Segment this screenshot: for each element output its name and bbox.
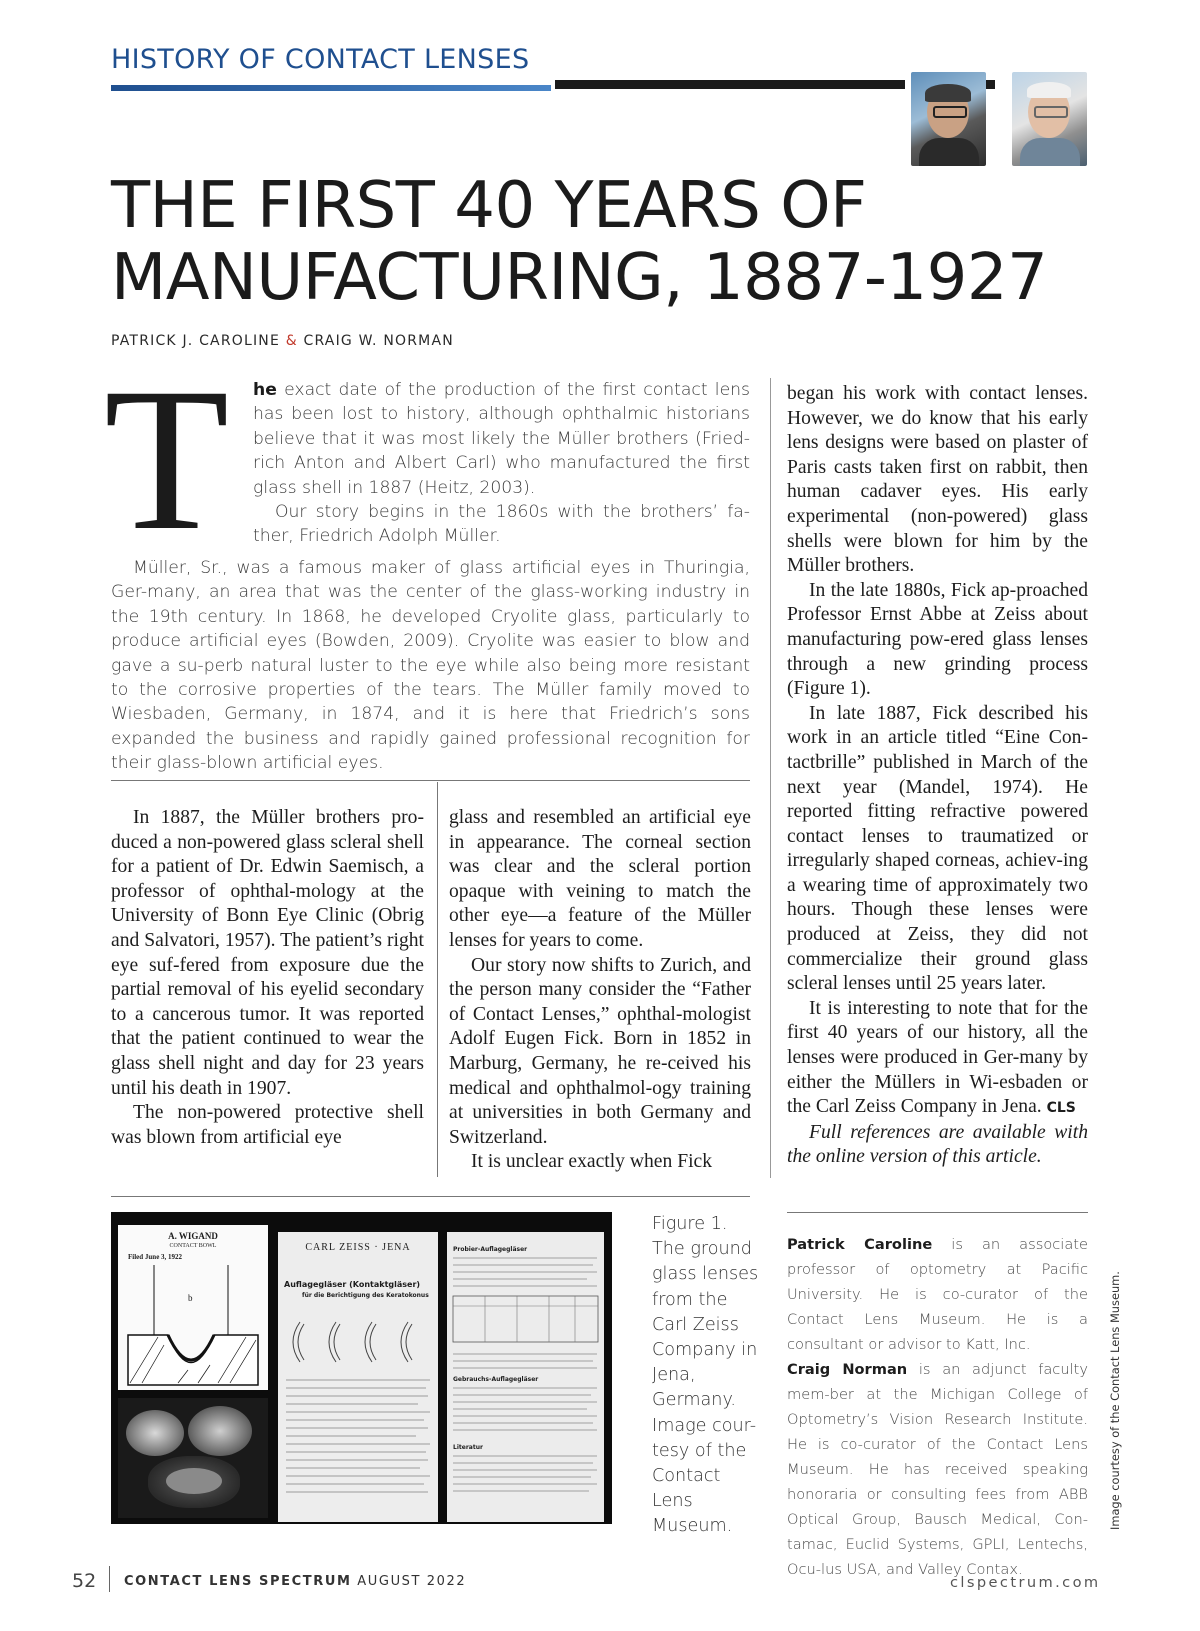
bio-name-caroline: Patrick Caroline bbox=[787, 1236, 933, 1253]
references-note: Full references are available with the online version of this article. bbox=[787, 1121, 1088, 1168]
col2-p2: Our story now shifts to Zurich, and the person many consider the “Father of Contact Lenses,” ophthal-mologist Adolf Eugen Fick. Born in 1852 in Marburg, Germany, he re-ceived his medical and ophthalmol-ogy training at universities in both Germany and Switzerland. bbox=[449, 954, 751, 1148]
bio-name-norman: Craig Norman bbox=[787, 1361, 908, 1378]
patent-subtitle: CONTACT BOWL bbox=[169, 1243, 217, 1249]
magazine-title: CONTACT LENS SPECTRUM bbox=[124, 1574, 352, 1589]
catalog-page-1 bbox=[278, 1232, 438, 1522]
catalog-table bbox=[447, 1232, 604, 1522]
col3-p4 bbox=[787, 997, 1088, 1121]
figure-caption: Figure 1. The ground glass lenses from the Carl Zeiss Company in Jena, Germany. Image cour-tesy of the Contact Lens Museum. bbox=[652, 1214, 759, 1537]
body-column-2 bbox=[449, 806, 751, 1175]
intro-paragraph bbox=[253, 378, 750, 549]
bio-text-norman: is an adjunct faculty mem-ber at the Michigan College of Optometry’s Vision Research Institute. He is co-curator of the Contact Lens Museum. He has received speaking honoraria or consulting fees from ABB Optical Group, Bausch Medical, Con-tamac, Euclid Systems, GPLI, Lentechs, Ocu-lus USA, and Valley Contax. bbox=[787, 1361, 1088, 1578]
catalog-heading: Auflagegläser (Kontaktgläser) bbox=[284, 1280, 421, 1289]
byline-ampersand: & bbox=[285, 333, 298, 349]
drop-cap: T bbox=[104, 346, 230, 573]
catalog-page-2 bbox=[447, 1232, 604, 1522]
bio-norman bbox=[787, 1357, 1088, 1582]
end-mark: CLS bbox=[1046, 1100, 1076, 1117]
header-rule bbox=[555, 80, 905, 89]
bio-text-caroline: is an associate professor of optometry at Pacific University. He is co-curator of the Contact Lens Museum. He is a consultant or advisor to Katt, Inc. bbox=[787, 1236, 1088, 1353]
col2-p1: glass and resembled an artificial eye in appearance. The corneal section was clear and the scleral portion opaque with veining to match the other eye—a feature of the Müller lenses for years to come. bbox=[449, 807, 751, 951]
title-line-1: THE FIRST 40 YEARS OF bbox=[111, 169, 867, 243]
intro-p1: exact date of the production of the first contact lens has been lost to history, although ophthalmic historians believe that it was most likely the Müller brothers (Fried-rich Anton and Albert Carl) who manufactured the first glass shell in 1887 (Heitz, 2003). bbox=[253, 380, 750, 498]
catalog2-heading: Probier-Auflagegläser bbox=[453, 1246, 528, 1253]
col3-p1: began his work with contact lenses. However, we do know that his early lens designs were based on plaster of Paris casts taken first on rabbit, then human cadaver eyes. His early experimental (non-powered) glass shells were blown for him by the Müller brothers. bbox=[787, 383, 1088, 577]
footer-divider bbox=[109, 1566, 110, 1592]
website[interactable]: clspectrum.com bbox=[950, 1574, 1101, 1591]
patent-name: A. WIGAND bbox=[168, 1231, 218, 1241]
magazine-name bbox=[124, 1574, 466, 1589]
section-divider bbox=[111, 780, 750, 781]
author-photo-caroline bbox=[911, 72, 986, 166]
svg-text:b: b bbox=[188, 1293, 193, 1303]
col3-p2: In the late 1880s, Fick ap-proached Professor Ernst Abbe at Zeiss about manufacturing pow-ered glass lenses through a new grinding process (Figure 1). bbox=[787, 579, 1088, 700]
section-underline bbox=[111, 85, 551, 91]
author-photo-norman bbox=[1012, 72, 1087, 166]
col1-p2: The non-powered protective shell was blown from artificial eye bbox=[111, 1102, 424, 1148]
col3-p4-text: It is interesting to note that for the first 40 years of our history, all the lenses were produced in Ger-many by either the Müllers in Wi-esbaden or the Carl Zeiss Company in Jena. bbox=[787, 997, 1088, 1118]
header-rule-segment bbox=[985, 80, 995, 89]
title-line-2: MANUFACTURING, 1887-1927 bbox=[111, 241, 1048, 315]
body-column-3 bbox=[787, 382, 1088, 1170]
patent-filed: Filed June 3, 1922 bbox=[128, 1253, 183, 1261]
issue-date: AUGUST 2022 bbox=[357, 1574, 467, 1589]
section-label: HISTORY OF CONTACT LENSES bbox=[111, 44, 530, 75]
page-number: 52 bbox=[72, 1570, 97, 1592]
catalog-subheading: für die Berichtigung des Keratokonus bbox=[302, 1292, 429, 1299]
bio-caroline bbox=[787, 1232, 1088, 1357]
catalog-lens-drawings bbox=[278, 1232, 438, 1522]
col3-p3: In late 1887, Fick described his work in an article titled “Eine Con-tactbrille” published in March of the next year (Mandel, 1974). He reported fitting refractive powered contact lenses to traumatized or irregularly shaped corneas, achiev-ing a wearing time of approximately two hours. Though these lenses were produced at Zeiss, they did not commercialize their ground glass scleral lenses until 25 years later. bbox=[787, 702, 1088, 995]
bowl-diagram bbox=[118, 1225, 268, 1390]
intro-p2: Our story begins in the 1860s with the brothers’ fa-ther, Friedrich Adolph Müller. bbox=[253, 502, 750, 547]
lens-cases-photo bbox=[118, 1398, 268, 1518]
catalog2-subheading: Gebrauchs-Auflagegläser bbox=[453, 1376, 539, 1383]
image-credit: Image courtesy of the Contact Lens Museum. bbox=[1108, 1271, 1122, 1530]
col2-p3: It is unclear exactly when Fick bbox=[471, 1151, 713, 1173]
column-divider-right bbox=[770, 378, 771, 1178]
intro-continuation bbox=[111, 556, 750, 776]
body-column-1 bbox=[111, 806, 424, 1150]
author-2: CRAIG W. NORMAN bbox=[303, 333, 454, 349]
column-divider bbox=[437, 782, 438, 1177]
catalog2-literature: Literatur bbox=[453, 1444, 483, 1451]
author-1: PATRICK J. CAROLINE bbox=[111, 333, 281, 349]
patent-drawing bbox=[118, 1225, 268, 1390]
author-bios bbox=[787, 1232, 1088, 1582]
catalog-brand: CARL ZEISS · JENA bbox=[305, 1242, 411, 1253]
intro-lead: he bbox=[253, 380, 277, 400]
col1-p1: In 1887, the Müller brothers pro-duced a non-powered glass scleral shell for a patient of Dr. Edwin Saemisch, a professor of ophthal-mology at the University of Bonn Eye Clinic (Obrig and Salvatori, 1957). The patient’s right eye suf-fered from exposure due the partial removal of his eyelid secondary to a cancerous tumor. It was reported that the patient continued to wear the glass shell night and day for 23 years until his death in 1907. bbox=[111, 807, 424, 1099]
article-title bbox=[111, 170, 1047, 314]
figure-divider bbox=[111, 1196, 750, 1197]
intro-p3: Müller, Sr., was a famous maker of glass artificial eyes in Thuringia, Ger-many, an area that was the center of the glass-working industry in the 19th century. In 1868, he developed Cryolite glass, particularly to produce artificial eyes (Bowden, 2009). Cryolite was easier to blow and gave a su-perb natural luster to the eye while also being more resistant to the corrosive properties of the tears. The Müller family moved to Wiesbaden, Germany, in 1874, and it is here that Friedrich’s sons expanded the business and rapidly gained professional recognition for their glass-blown artificial eyes. bbox=[111, 558, 750, 774]
bio-divider bbox=[787, 1212, 1088, 1213]
